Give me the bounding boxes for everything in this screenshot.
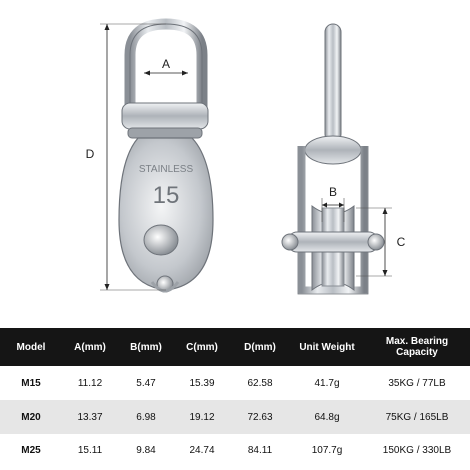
- cell-model: M15: [0, 366, 62, 400]
- header-c: C(mm): [174, 328, 230, 366]
- cell-c: 19.12: [174, 400, 230, 434]
- cell-capacity: 35KG / 77LB: [364, 366, 470, 400]
- cell-weight: 41.7g: [290, 366, 364, 400]
- cell-model: M20: [0, 400, 62, 434]
- cell-c: 24.74: [174, 434, 230, 466]
- cell-d: 84.11: [230, 434, 290, 466]
- header-a: A(mm): [62, 328, 118, 366]
- engraving-brand: STAINLESS: [138, 164, 194, 175]
- engraving-size: 15: [152, 182, 180, 209]
- dimension-a: [144, 57, 188, 76]
- front-swivel-collar: [122, 103, 208, 129]
- cell-weight: 64.8g: [290, 400, 364, 434]
- header-model: Model: [0, 328, 62, 366]
- cell-a: 15.11: [62, 434, 118, 466]
- header-b: B(mm): [118, 328, 174, 366]
- cell-weight: 107.7g: [290, 434, 364, 466]
- cell-b: 5.47: [118, 366, 174, 400]
- cell-c: 15.39: [174, 366, 230, 400]
- table-header-row: [0, 328, 470, 366]
- dimension-d-label: D: [85, 147, 95, 161]
- table-row: [0, 400, 470, 434]
- cell-capacity: 75KG / 165LB: [364, 400, 470, 434]
- side-view-pulley: [282, 24, 384, 294]
- side-shank: [325, 24, 341, 142]
- dimension-b-label: B: [328, 185, 338, 199]
- header-max-capacity: Max. Bearing Capacity: [364, 328, 470, 366]
- dimension-a-label: A: [161, 57, 171, 71]
- dimension-c-label: C: [396, 235, 406, 249]
- cell-d: 62.58: [230, 366, 290, 400]
- header-unit-weight: Unit Weight: [290, 328, 364, 366]
- cell-a: 13.37: [62, 400, 118, 434]
- front-body-plate: [119, 138, 213, 290]
- side-axle: [288, 232, 378, 252]
- table-row: [0, 434, 470, 466]
- cell-b: 6.98: [118, 400, 174, 434]
- cell-a: 11.12: [62, 366, 118, 400]
- header-d: D(mm): [230, 328, 290, 366]
- table-row: [0, 366, 470, 400]
- specification-table: [0, 328, 470, 466]
- front-rivet: [144, 225, 178, 255]
- side-swivel-head: [305, 136, 361, 164]
- cell-b: 9.84: [118, 434, 174, 466]
- cell-d: 72.63: [230, 400, 290, 434]
- cell-capacity: 150KG / 330LB: [364, 434, 470, 466]
- cell-model: M25: [0, 434, 62, 466]
